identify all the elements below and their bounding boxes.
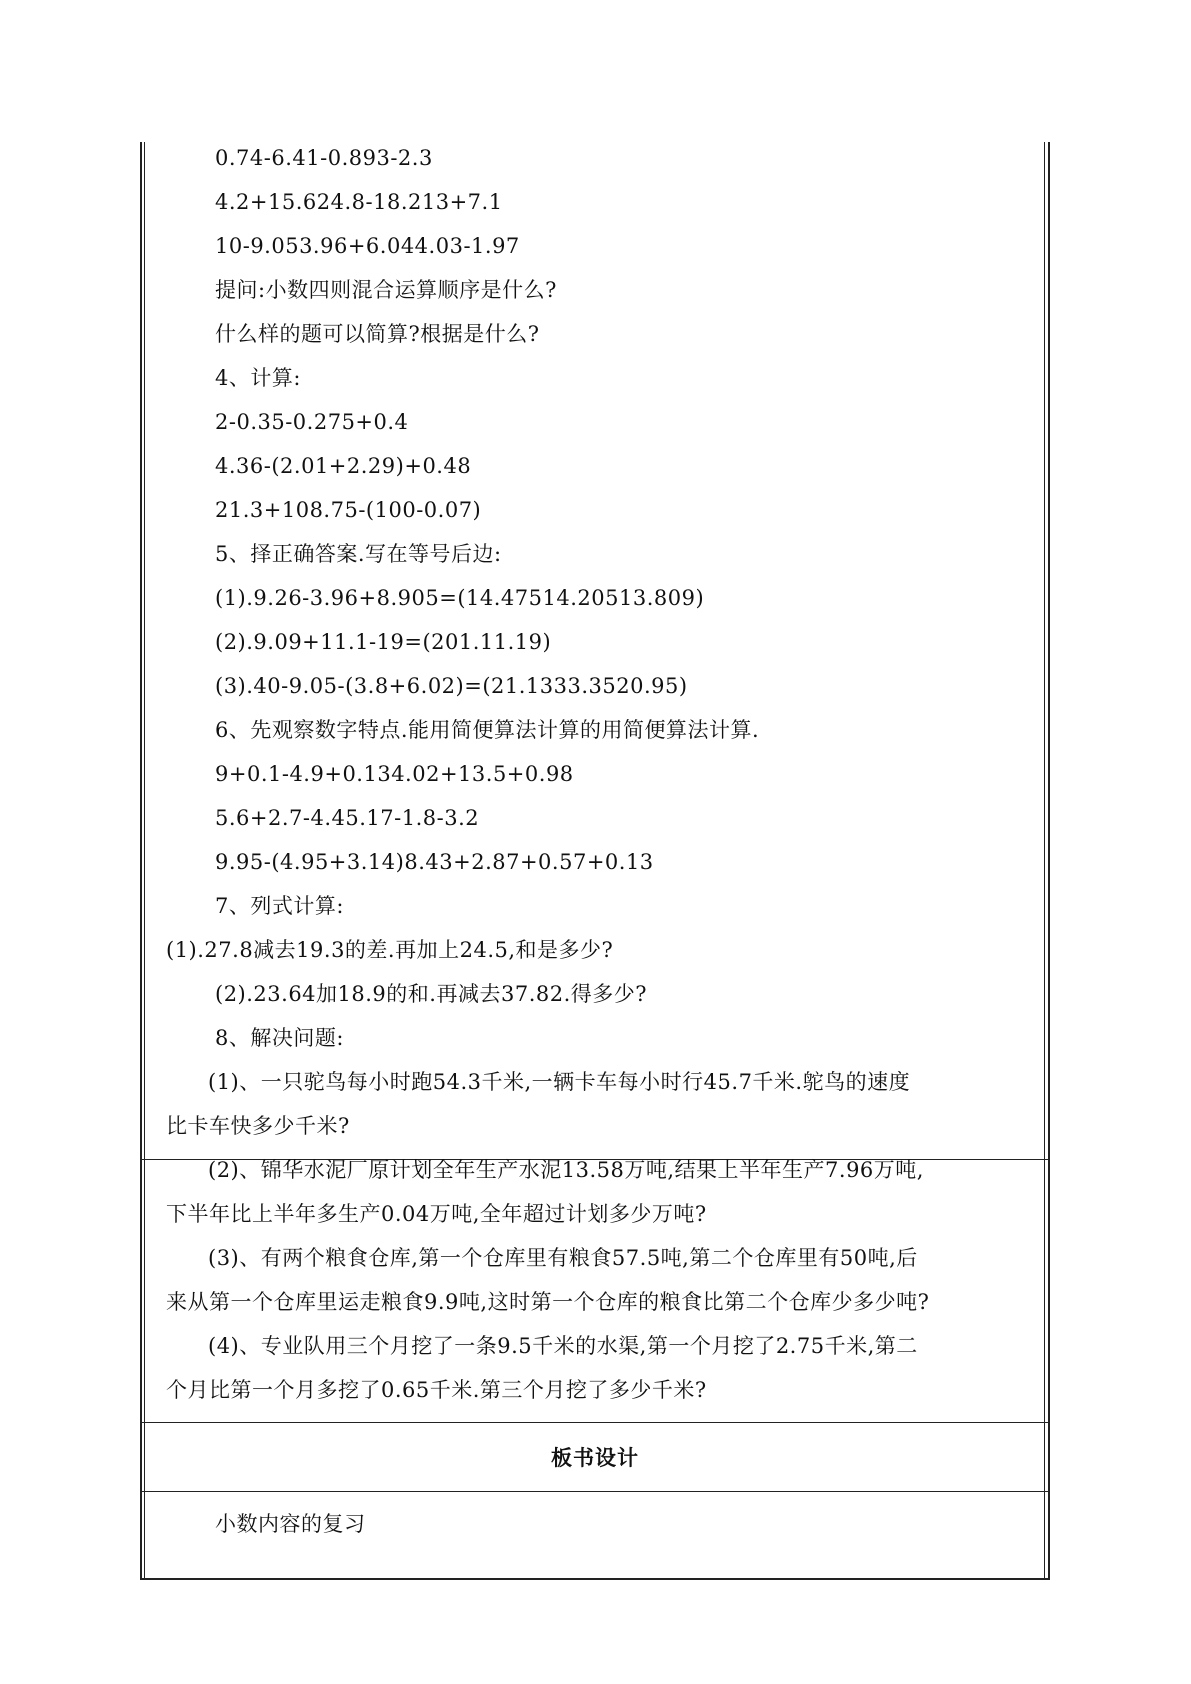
text-line-25: 下半年比上半年多生产0.04万吨,全年超过计划多少万吨? bbox=[166, 1202, 707, 1226]
section-title: 板书设计 bbox=[551, 1445, 639, 1470]
table-outer-border bbox=[140, 142, 1050, 1580]
text-line-29: 个月比第一个月多挖了0.65千米.第三个月挖了多少千米? bbox=[166, 1378, 707, 1402]
text-line-14: 6、先观察数字特点.能用简便算法计算的用简便算法计算. bbox=[215, 718, 760, 742]
text-line-17: 9.95-(4.95+3.14)8.43+2.87+0.57+0.13 bbox=[215, 850, 654, 874]
text-line-13: (3).40-9.05-(3.8+6.02)=(21.1333.3520.95) bbox=[215, 674, 688, 698]
text-line-21: 8、解决问题: bbox=[215, 1026, 344, 1050]
text-line-5: 什么样的题可以简算?根据是什么? bbox=[215, 322, 540, 346]
text-line-26: (3)、有两个粮食仓库,第一个仓库里有粮食57.5吨,第二个仓库里有50吨,后 bbox=[208, 1246, 918, 1270]
text-line-15: 9+0.1-4.9+0.134.02+13.5+0.98 bbox=[215, 762, 574, 786]
text-line-10: 5、择正确答案.写在等号后边: bbox=[215, 542, 502, 566]
text-line-28: (4)、专业队用三个月挖了一条9.5千米的水渠,第一个月挖了2.75千米,第二 bbox=[208, 1334, 918, 1358]
text-line-11: (1).9.26-3.96+8.905=(14.47514.20513.809) bbox=[215, 586, 705, 610]
text-line-8: 4.36-(2.01+2.29)+0.48 bbox=[215, 454, 472, 478]
text-line-12: (2).9.09+11.1-19=(201.11.19) bbox=[215, 630, 552, 654]
text-line-24: (2)、锦华水泥厂原计划全年生产水泥13.58万吨,结果上半年生产7.96万吨, bbox=[208, 1158, 924, 1182]
table-outer-right-inner bbox=[1044, 142, 1045, 1580]
text-line-9: 21.3+108.75-(100-0.07) bbox=[215, 498, 482, 522]
table-outer-left-inner bbox=[144, 142, 145, 1580]
text-line-18: 7、列式计算: bbox=[215, 894, 344, 918]
text-line-3: 10-9.053.96+6.044.03-1.97 bbox=[215, 234, 520, 258]
text-line-19: (1).27.8减去19.3的差.再加上24.5,和是多少? bbox=[166, 938, 614, 962]
text-line-7: 2-0.35-0.275+0.4 bbox=[215, 410, 409, 434]
text-line-20: (2).23.64加18.9的和.再减去37.82.得多少? bbox=[215, 982, 648, 1006]
text-line-16: 5.6+2.7-4.45.17-1.8-3.2 bbox=[215, 806, 480, 830]
text-line-1: 0.74-6.41-0.893-2.3 bbox=[215, 146, 433, 170]
text-line-22: (1)、一只驼鸟每小时跑54.3千米,一辆卡车每小时行45.7千米.鸵鸟的速度 bbox=[208, 1070, 911, 1094]
text-line-4: 提问:小数四则混合运算顺序是什么? bbox=[215, 278, 557, 302]
text-line-27: 来从第一个仓库里运走粮食9.9吨,这时第一个仓库的粮食比第二个仓库少多少吨? bbox=[166, 1290, 930, 1314]
text-line-2: 4.2+15.624.8-18.213+7.1 bbox=[215, 190, 503, 214]
text-line-23: 比卡车快多少千米? bbox=[166, 1114, 350, 1138]
section-body: 小数内容的复习 bbox=[215, 1512, 366, 1536]
text-line-6: 4、计算: bbox=[215, 366, 301, 390]
